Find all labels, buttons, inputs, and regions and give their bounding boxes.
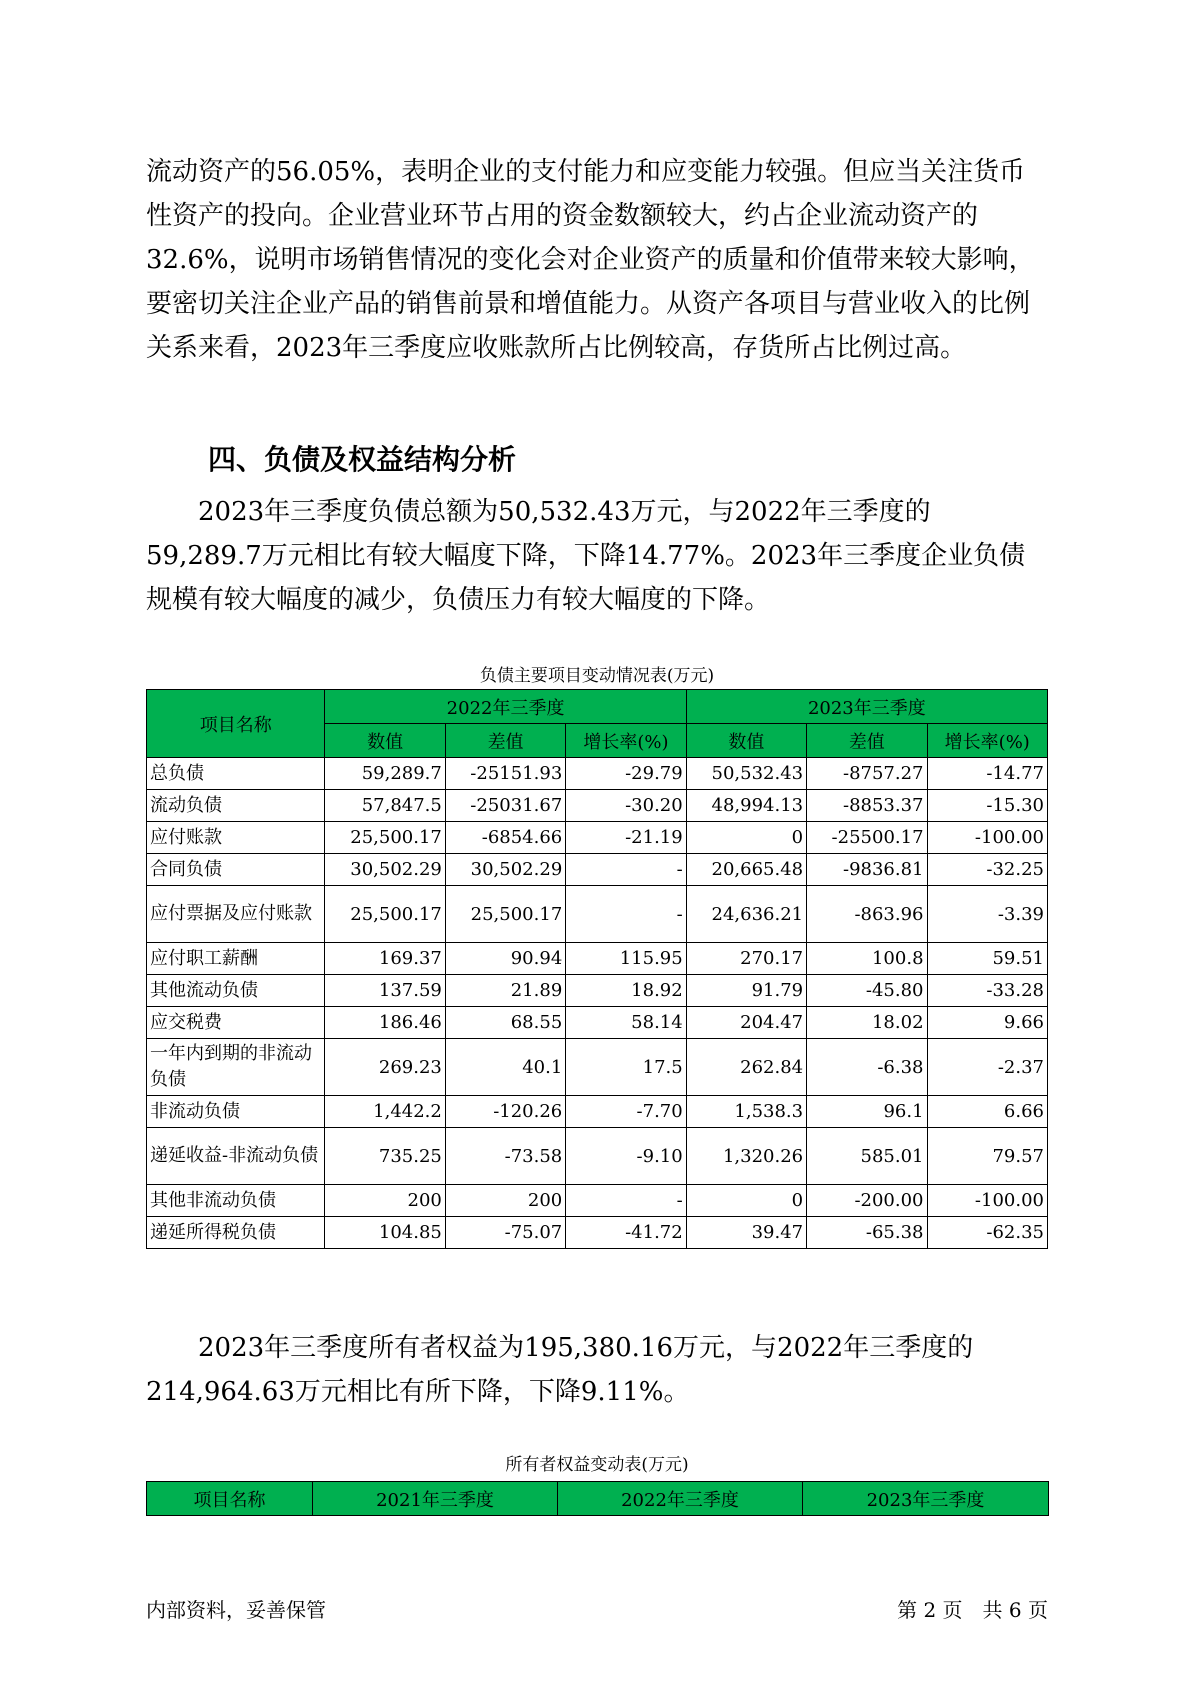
cell-value: -8853.37	[807, 790, 927, 822]
cell-value: 262.84	[686, 1039, 806, 1096]
cell-value: -3.39	[927, 886, 1047, 943]
paragraph-liabilities: 2023年三季度负债总额为50,532.43万元，与2022年三季度的59,289.7万元相比有较大幅度下降，下降14.77%。2023年三季度企业负债规模有较大幅度的减少，负债压力有较大幅度的下降。	[146, 497, 1026, 615]
cell-value: 1,538.3	[686, 1096, 806, 1128]
cell-value: 1,320.26	[686, 1128, 806, 1185]
cell-value: -	[566, 1185, 686, 1217]
cell-value: -62.35	[927, 1217, 1047, 1249]
cell-value: 100.8	[807, 943, 927, 975]
cell-value: 204.47	[686, 1007, 806, 1039]
table-row	[147, 758, 1048, 790]
paragraph-asset-analysis: 流动资产的56.05%，表明企业的支付能力和应变能力较强。但应当关注货币性资产的投向。企业营业环节占用的资金数额较大，约占企业流动资产的32.6%，说明市场销售情况的变化会对企业资产的质量和价值带来较大影响，要密切关注企业产品的销售前景和增值能力。从资产各项目与营业收入的比例关系来看，2023年三季度应收账款所占比例较高，存货所占比例过高。	[146, 157, 1035, 363]
cell-value: -9.10	[566, 1128, 686, 1185]
cell-value: 68.55	[445, 1007, 565, 1039]
cell-value: 79.57	[927, 1128, 1047, 1185]
cell-value: -14.77	[927, 758, 1047, 790]
cell-value: 40.1	[445, 1039, 565, 1096]
cell-value: -65.38	[807, 1217, 927, 1249]
cell-value: 137.59	[325, 975, 445, 1007]
header-period-2021: 2021年三季度	[313, 1482, 558, 1516]
header-period-2022: 2022年三季度	[558, 1482, 803, 1516]
cell-value: 25,500.17	[325, 822, 445, 854]
row-name: 应付职工薪酬	[147, 943, 325, 975]
cell-value: 270.17	[686, 943, 806, 975]
table-row	[147, 1039, 1048, 1096]
row-name: 其他流动负债	[147, 975, 325, 1007]
row-name: 总负债	[147, 758, 325, 790]
cell-value: 25,500.17	[325, 886, 445, 943]
cell-value: 1,442.2	[325, 1096, 445, 1128]
header-item-name: 项目名称	[147, 690, 325, 758]
paragraph-equity: 2023年三季度所有者权益为195,380.16万元，与2022年三季度的214,964.63万元相比有所下降，下降9.11%。	[146, 1333, 974, 1407]
table-row	[147, 1128, 1048, 1185]
cell-value: 59,289.7	[325, 758, 445, 790]
cell-value: 24,636.21	[686, 886, 806, 943]
cell-value: -2.37	[927, 1039, 1047, 1096]
cell-value: -45.80	[807, 975, 927, 1007]
table-row	[147, 854, 1048, 886]
footer-page-number: 第 2 页 共 6 页	[897, 1598, 1048, 1622]
cell-value: 25,500.17	[445, 886, 565, 943]
cell-value: -200.00	[807, 1185, 927, 1217]
cell-value: -25151.93	[445, 758, 565, 790]
cell-value: -29.79	[566, 758, 686, 790]
cell-value: 6.66	[927, 1096, 1047, 1128]
subheader-growth-2022: 增长率(%)	[566, 724, 686, 758]
cell-value: -25031.67	[445, 790, 565, 822]
cell-value: -15.30	[927, 790, 1047, 822]
table-row	[147, 975, 1048, 1007]
cell-value: 0	[686, 1185, 806, 1217]
cell-value: 18.92	[566, 975, 686, 1007]
footer-confidential-note: 内部资料，妥善保管	[146, 1598, 326, 1622]
cell-value: -6.38	[807, 1039, 927, 1096]
cell-value: 735.25	[325, 1128, 445, 1185]
cell-value: -9836.81	[807, 854, 927, 886]
row-name: 其他非流动负债	[147, 1185, 325, 1217]
table-row	[147, 943, 1048, 975]
subheader-growth-2023: 增长率(%)	[927, 724, 1047, 758]
cell-value: -41.72	[566, 1217, 686, 1249]
cell-value: -75.07	[445, 1217, 565, 1249]
row-name: 递延收益-非流动负债	[147, 1128, 325, 1185]
header-period-2022: 2022年三季度	[325, 690, 686, 724]
equity-table	[146, 1481, 1049, 1516]
cell-value: 0	[686, 822, 806, 854]
cell-value: -7.70	[566, 1096, 686, 1128]
row-name: 非流动负债	[147, 1096, 325, 1128]
table-row	[147, 1007, 1048, 1039]
subheader-value-2023: 数值	[686, 724, 806, 758]
row-name: 递延所得税负债	[147, 1217, 325, 1249]
cell-value: 50,532.43	[686, 758, 806, 790]
table-row	[147, 1185, 1048, 1217]
row-name: 应付账款	[147, 822, 325, 854]
table-row	[147, 886, 1048, 943]
header-period-2023: 2023年三季度	[686, 690, 1047, 724]
section-heading: 四、负债及权益结构分析	[208, 443, 517, 476]
header-period-2023: 2023年三季度	[803, 1482, 1049, 1516]
equity-table-caption: 所有者权益变动表(万元)	[505, 1455, 689, 1475]
cell-value: -73.58	[445, 1128, 565, 1185]
subheader-diff-2022: 差值	[445, 724, 565, 758]
cell-value: 91.79	[686, 975, 806, 1007]
cell-value: -25500.17	[807, 822, 927, 854]
cell-value: 104.85	[325, 1217, 445, 1249]
cell-value: 186.46	[325, 1007, 445, 1039]
cell-value: 90.94	[445, 943, 565, 975]
cell-value: 58.14	[566, 1007, 686, 1039]
cell-value: 200	[325, 1185, 445, 1217]
cell-value: 17.5	[566, 1039, 686, 1096]
cell-value: -100.00	[927, 1185, 1047, 1217]
table-row	[147, 1096, 1048, 1128]
row-name: 合同负债	[147, 854, 325, 886]
cell-value: 585.01	[807, 1128, 927, 1185]
table-row	[147, 790, 1048, 822]
table-row	[147, 1217, 1048, 1249]
row-name: 一年内到期的非流动负债	[147, 1039, 325, 1096]
cell-value: -33.28	[927, 975, 1047, 1007]
cell-value: 30,502.29	[445, 854, 565, 886]
cell-value: -100.00	[927, 822, 1047, 854]
row-name: 应交税费	[147, 1007, 325, 1039]
liability-table	[146, 689, 1048, 1249]
cell-value: 96.1	[807, 1096, 927, 1128]
cell-value: 21.89	[445, 975, 565, 1007]
cell-value: -120.26	[445, 1096, 565, 1128]
cell-value: 269.23	[325, 1039, 445, 1096]
cell-value: 20,665.48	[686, 854, 806, 886]
cell-value: -32.25	[927, 854, 1047, 886]
cell-value: -30.20	[566, 790, 686, 822]
cell-value: -8757.27	[807, 758, 927, 790]
cell-value: -	[566, 886, 686, 943]
cell-value: 57,847.5	[325, 790, 445, 822]
row-name: 应付票据及应付账款	[147, 886, 325, 943]
header-item-name: 项目名称	[147, 1482, 313, 1516]
cell-value: 169.37	[325, 943, 445, 975]
cell-value: 48,994.13	[686, 790, 806, 822]
cell-value: 30,502.29	[325, 854, 445, 886]
cell-value: 200	[445, 1185, 565, 1217]
cell-value: 39.47	[686, 1217, 806, 1249]
cell-value: -	[566, 854, 686, 886]
cell-value: -6854.66	[445, 822, 565, 854]
subheader-value-2022: 数值	[325, 724, 445, 758]
cell-value: 9.66	[927, 1007, 1047, 1039]
liability-table-caption: 负债主要项目变动情况表(万元)	[479, 666, 715, 686]
cell-value: 59.51	[927, 943, 1047, 975]
cell-value: -21.19	[566, 822, 686, 854]
table-row	[147, 822, 1048, 854]
cell-value: 18.02	[807, 1007, 927, 1039]
subheader-diff-2023: 差值	[807, 724, 927, 758]
cell-value: -863.96	[807, 886, 927, 943]
cell-value: 115.95	[566, 943, 686, 975]
row-name: 流动负债	[147, 790, 325, 822]
